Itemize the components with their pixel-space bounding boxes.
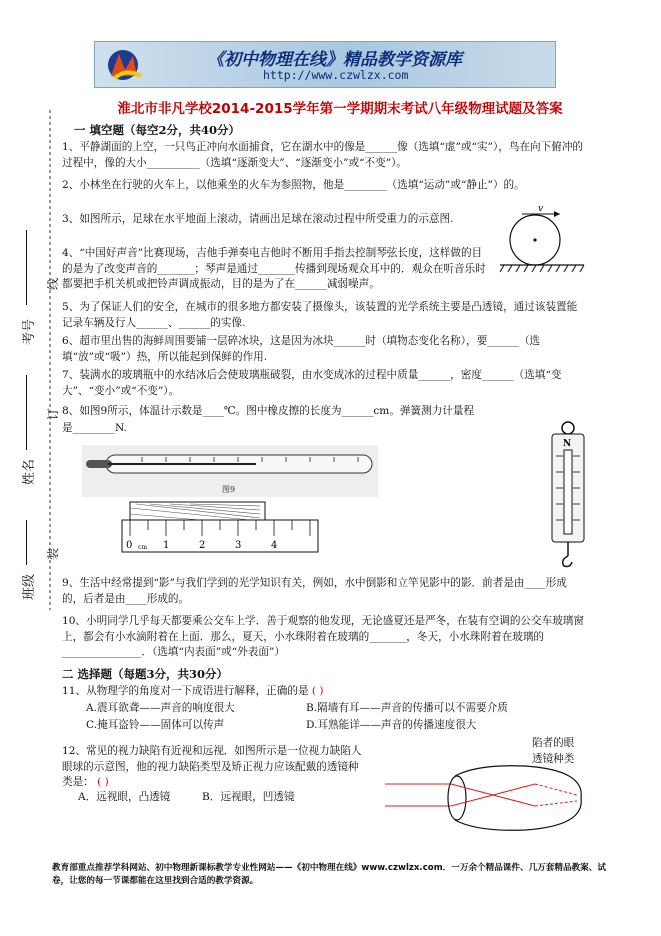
banji-line bbox=[26, 520, 28, 565]
question-2: 2、小林坐在行驶的火车上，以他乘坐的火车为参照物，他是________（选填“运动”或“静止”）的。 bbox=[62, 179, 525, 191]
ruler-tick-3: 3 bbox=[235, 540, 242, 551]
binding-line bbox=[0, 110, 60, 610]
side-label-ding: 订 bbox=[46, 407, 60, 420]
header-banner bbox=[94, 41, 556, 88]
banner-title: 《初中物理在线》精品教学资源库 bbox=[207, 50, 462, 70]
question-11-paren: ( ) bbox=[311, 685, 324, 697]
kaohao-line bbox=[26, 230, 28, 305]
ruler-unit: cm bbox=[138, 544, 148, 551]
question-12-paren: ( ) bbox=[97, 776, 109, 788]
ruler-tick-2: 2 bbox=[199, 540, 206, 551]
question-12-side-2: 透镜种类 bbox=[532, 753, 575, 765]
svg-text:N: N bbox=[563, 439, 572, 449]
option-c: C.掩耳盗铃——固体可以传声 bbox=[86, 719, 225, 731]
question-11 bbox=[62, 684, 584, 700]
spring-scale-figure bbox=[540, 420, 596, 570]
svg-text:v: v bbox=[538, 204, 544, 214]
ruler-tick-1: 1 bbox=[163, 540, 170, 551]
xingming-line bbox=[26, 375, 28, 450]
side-label-zhuang: 装 bbox=[46, 547, 60, 560]
ruler-tick-0: 0 bbox=[126, 540, 133, 551]
question-5: 5、为了保证人们的安全，在城市的很多地方都安装了摄像头，该装置的光学系统主要是凸透镜，通过该装置能记录车辆及行人______、______的实像. bbox=[62, 301, 578, 329]
section-fill-title: 一 填空题（每空2分，共40分） bbox=[74, 123, 241, 137]
page-title: 淮北市非凡学校2014-2015学年第一学期期末考试八年级物理试题及答案 bbox=[117, 101, 563, 117]
option-12b: B．远视眼，凹透镜 bbox=[202, 791, 295, 803]
side-label-kaohao: 考号 bbox=[22, 318, 37, 345]
football-figure bbox=[498, 198, 590, 276]
question-1: 1、平静湖面的上空，一只鸟正冲向水面捕食，它在湖水中的像是______像（选填“虚”或“实”），鸟在向下俯冲的过程中，像的大小__________（选填“逐渐变大”、“逐渐变小”或“不变”）。 bbox=[62, 141, 584, 169]
question-3: 3、如图所示，足球在水平地面上滚动，请画出足球在滚动过程中所受重力的示意图. bbox=[62, 213, 454, 225]
logo-icon bbox=[101, 46, 151, 84]
fig9-label: 图9 bbox=[222, 485, 236, 494]
side-label-xian: 线 bbox=[46, 277, 60, 290]
section-choice-title: 二 选择题（每题3分，共30分） bbox=[62, 667, 229, 681]
question-10: 10、小明同学几乎每天都要乘公交车上学．善于观察的他发现，无论盛夏还是严冬，在装有空调的公交车玻璃窗上，都会有小水滴附着在上面．那么，夏天，小水珠附着在玻璃的_______，冬天，小水珠附着在玻璃的_______________．（选填“内表面”或“外表面”） bbox=[62, 615, 584, 658]
thermometer-figure bbox=[82, 445, 378, 497]
question-7: 7、装满水的玻璃瓶中的水结冰后会使玻璃瓶破裂，由水变成冰的过程中质量______，密度______（选填“变大”、“变小”或“不变”）。 bbox=[62, 369, 562, 397]
ruler-tick-4: 4 bbox=[271, 540, 278, 551]
question-4: 4、“中国好声音”比赛现场，吉他手弹奏电吉他时不断用手指去控制琴弦长度，这样做的目的是为了改变声音的_______；琴声是通过_______传播到现场观众耳中的．观众在听音乐时都要把手机关机或把铃声调成振动，目的是为了在______减弱噪声。 bbox=[62, 247, 486, 290]
question-9: 9、生活中经常提到“影”与我们学到的光学知识有关，例如，水中倒影和立竿见影中的影．前者是由____形成的，后者是由____形成的。 bbox=[62, 577, 567, 605]
option-12a: A．远视眼，凸透镜 bbox=[78, 791, 171, 803]
question-12 bbox=[62, 744, 362, 791]
side-label-xingming: 姓名 bbox=[22, 458, 37, 485]
side-label-banji: 班级 bbox=[22, 573, 37, 600]
option-d: D.耳熟能详——声音的传播速度很大 bbox=[306, 719, 477, 731]
ruler-figure bbox=[120, 500, 320, 554]
question-11-text: 11、从物理学的角度对一下成语进行解释，正确的是 bbox=[62, 685, 309, 697]
option-a: A.震耳欲聋——声音的响度很大 bbox=[86, 702, 235, 714]
eye-figure bbox=[385, 762, 595, 834]
question-8a: 8、如图9所示，体温计示数是____℃。图中橡皮擦的长度为______cm。弹簧测力计量程 bbox=[62, 405, 475, 417]
question-12-side-1: 陷者的眼 bbox=[532, 737, 575, 749]
question-8b: 是________N. bbox=[62, 422, 127, 434]
page-footer: 教育部重点推荐学科网站、初中物理新课标教学专业性网站——《初中物理在线》www.czwlzx.com．一万余个精品课件、几万套精品教案、试卷，让您的每一节课都能在这里找到合适的教学资源。 bbox=[52, 863, 606, 886]
question-12-text: 12、常见的视力缺陷有近视和远视．如图所示是一位视力缺陷人眼球的示意图，他的视力缺陷类型及矫正视力应该配戴的透镜种类是： bbox=[62, 745, 362, 788]
option-b: B.隔墙有耳——声音的传播可以不需要介质 bbox=[306, 702, 508, 714]
question-6: 6、超市里出售的海鲜周围要铺一层碎冰块，这是因为冰块______时（填物态变化名称），要______（选填“放”或“吸”）热，所以能起到保鲜的作用. bbox=[62, 335, 541, 363]
banner-url[interactable]: http://www.czwlzx.com bbox=[263, 68, 409, 82]
